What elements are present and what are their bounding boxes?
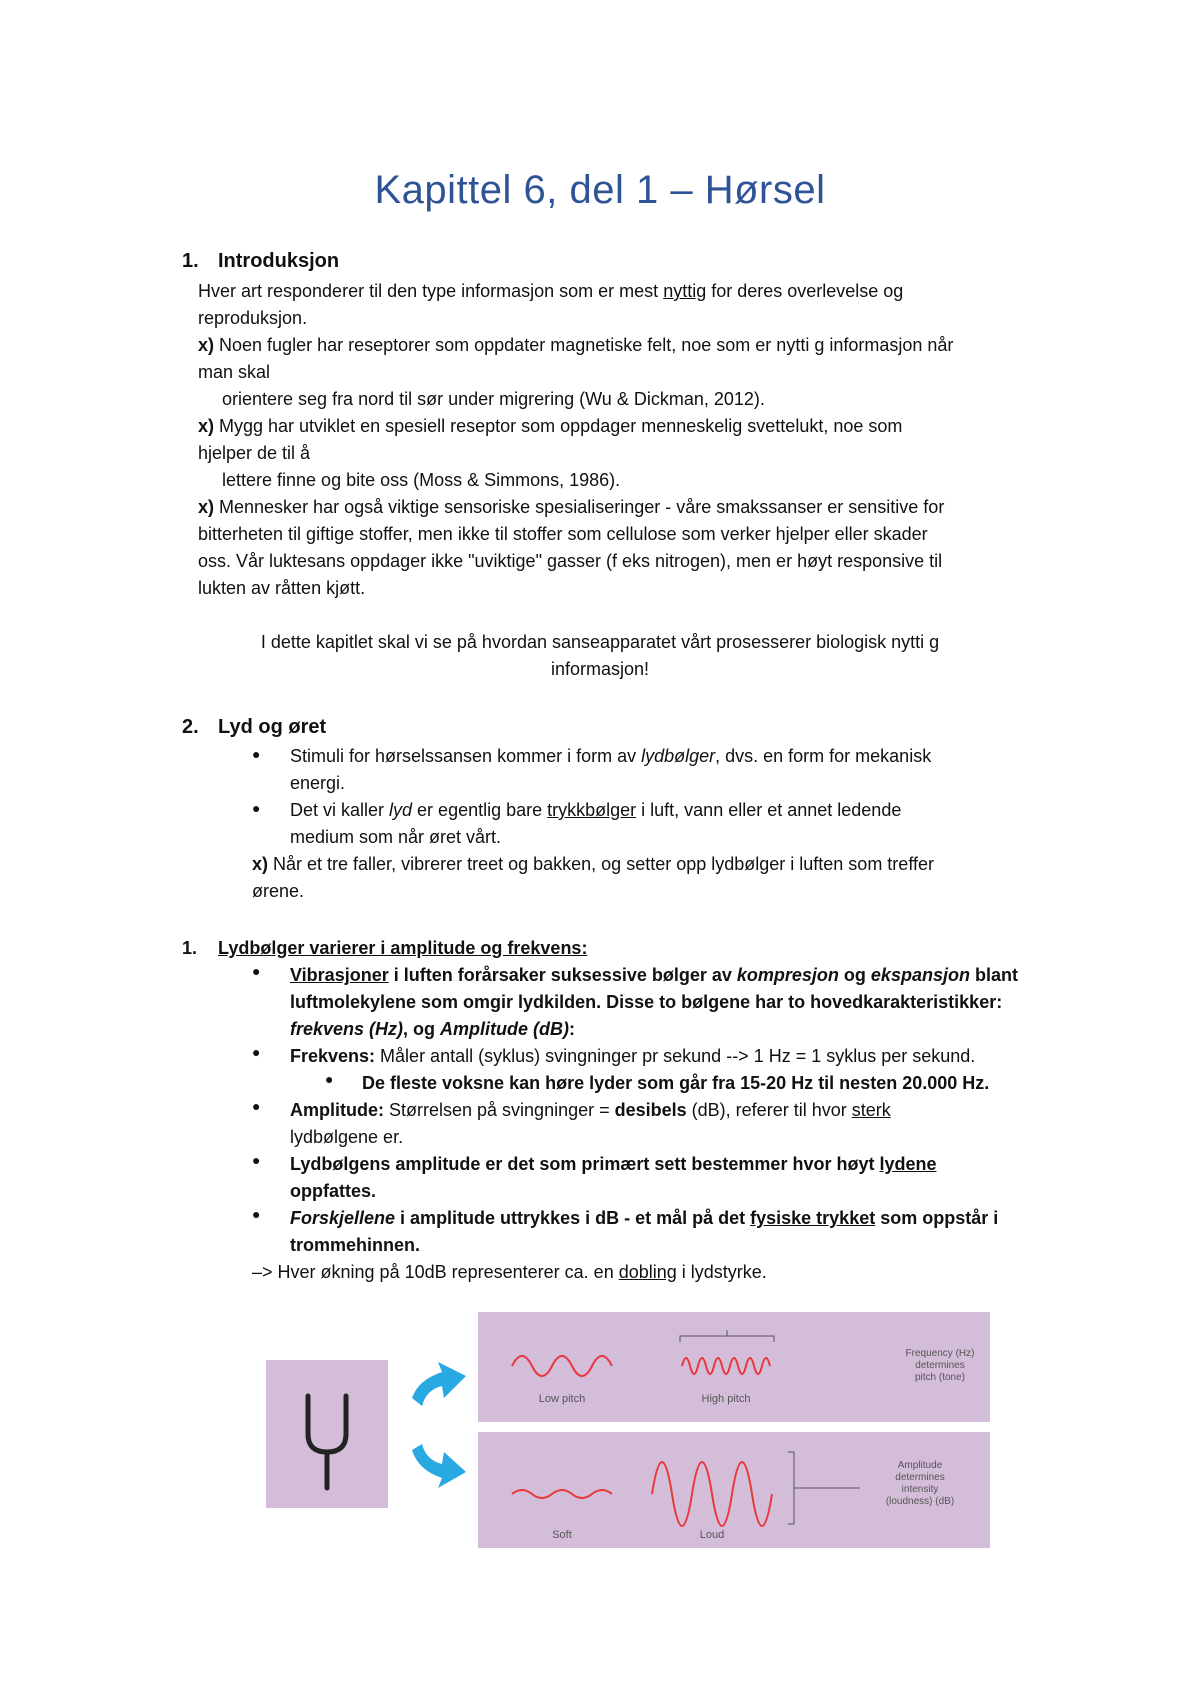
example-line: lukten av råtten kjøtt.	[198, 578, 366, 598]
section-number: 2.	[182, 716, 199, 738]
example-line: x) Noen fugler har reseptorer som oppdater magnetiske felt, noe som er nytti g informasjon når	[198, 335, 954, 355]
bullet-icon: ●	[252, 1098, 261, 1114]
arrow-note: –> Hver økning på 10dB representerer ca. en dobling i lydstyrke.	[252, 1262, 767, 1282]
example-line: oss. Vår luktesans oppdager ikke "uviktige" gasser (f eks nitrogen), men er høyt responsive til	[198, 551, 943, 571]
paragraph-line: reproduksjon.	[198, 308, 308, 328]
soft-label: Soft	[552, 1529, 572, 1541]
example-line: bitterheten til giftige stoffer, men ikke til stoffer som cellulose som verker hjelper eller skader	[198, 524, 928, 544]
arrow-up-right-icon	[412, 1362, 466, 1406]
bullet-icon: ●	[252, 800, 261, 816]
example-line: hjelper de til å	[198, 443, 311, 463]
section-number: 1.	[182, 250, 199, 272]
sound-wave-figure	[260, 1310, 990, 1550]
paragraph-line: Hver art responderer til den type informasjon som er mest nyttig for deres overlevelse og	[198, 281, 904, 301]
amplitude-label: (loudness) (dB)	[885, 1496, 955, 1507]
frequency-label: pitch (tone)	[914, 1372, 966, 1383]
example-line: man skal	[198, 362, 271, 382]
pitch-panel	[478, 1312, 990, 1422]
bullet-text: trommehinnen.	[290, 1235, 421, 1255]
bullet-icon: ●	[252, 1044, 261, 1060]
bullet-text: lydbølgene er.	[290, 1127, 404, 1147]
loud-label: Loud	[699, 1529, 725, 1541]
bullet-text: energi.	[290, 773, 346, 793]
bullet-icon: ●	[252, 963, 261, 979]
bullet-text: Det vi kaller lyd er egentlig bare trykkbølger i luft, vann eller et annet ledende	[290, 800, 902, 820]
amplitude-label: determines	[895, 1472, 945, 1483]
bullet-text: Forskjellene i amplitude uttrykkes i dB - et mål på det fysiske trykket som oppstår i	[290, 1208, 999, 1228]
low-pitch-label: Low pitch	[538, 1393, 586, 1405]
page-title: Kapittel 6, del 1 – Hørsel	[374, 168, 826, 212]
example-line: lettere finne og bite oss (Moss & Simmons, 1986).	[222, 470, 621, 490]
high-pitch-label: High pitch	[701, 1393, 751, 1405]
amplitude-label: intensity	[901, 1484, 939, 1495]
example-line: orientere seg fra nord til sør under migrering (Wu & Dickman, 2012).	[222, 389, 765, 409]
bullet-text: Stimuli for hørselssansen kommer i form av lydbølger, dvs. en form for mekanisk	[290, 746, 932, 766]
frequency-label: determines	[915, 1360, 965, 1371]
section-heading-introduksjon: Introduksjon	[218, 250, 340, 272]
bullet-text: Lydbølgens amplitude er det som primært sett bestemmer hvor høyt lydene	[290, 1154, 937, 1174]
bullet-icon: ●	[252, 1152, 261, 1168]
bullet-text: frekvens (Hz), og Amplitude (dB):	[290, 1019, 576, 1039]
example-line: x) Mygg har utviklet en spesiell reseptor som oppdager menneskelig svettelukt, noe som	[198, 416, 903, 436]
bullet-text: medium som når øret vårt.	[290, 827, 502, 847]
bullet-text: Amplitude: Størrelsen på svingninger = desibels (dB), referer til hvor sterk	[290, 1100, 891, 1120]
subsection-heading: Lydbølger varierer i amplitude og frekvens:	[218, 938, 588, 958]
frequency-label: Frequency (Hz)	[905, 1348, 975, 1359]
amplitude-label: Amplitude	[897, 1460, 943, 1471]
bullet-icon: ●	[252, 1206, 261, 1222]
example-line: x) Mennesker har også viktige sensoriske spesialiseringer - våre smakssanser er sensitive for	[198, 497, 945, 517]
bullet-text: Frekvens: Måler antall (syklus) svingninger pr sekund --> 1 Hz = 1 syklus per sekund.	[290, 1046, 976, 1066]
bullet-icon: ●	[252, 746, 261, 762]
bullet-text: De fleste voksne kan høre lyder som går fra 15-20 Hz til nesten 20.000 Hz.	[362, 1073, 990, 1093]
arrow-down-right-icon	[412, 1444, 466, 1488]
bullet-icon: ●	[325, 1071, 334, 1087]
example-line: x) Når et tre faller, vibrerer treet og bakken, og setter opp lydbølger i luften som treffer	[252, 854, 934, 874]
bullet-text: luftmolekylene som omgir lydkilden. Disse to bølgene har to hovedkarakteristikker:	[290, 992, 1003, 1012]
bullet-text: Vibrasjoner i luften forårsaker suksessive bølger av kompresjon og ekspansjon blant	[290, 965, 1018, 985]
centered-note: I dette kapitlet skal vi se på hvordan sanseapparatet vårt prosesserer biologisk nytti g	[260, 632, 940, 652]
example-line: ørene.	[252, 881, 305, 901]
bullet-text: oppfattes.	[290, 1181, 377, 1201]
subsection-number: 1.	[182, 938, 198, 958]
centered-note: informasjon!	[550, 659, 650, 679]
section-heading-lyd-og-oret: Lyd og øret	[218, 716, 327, 738]
